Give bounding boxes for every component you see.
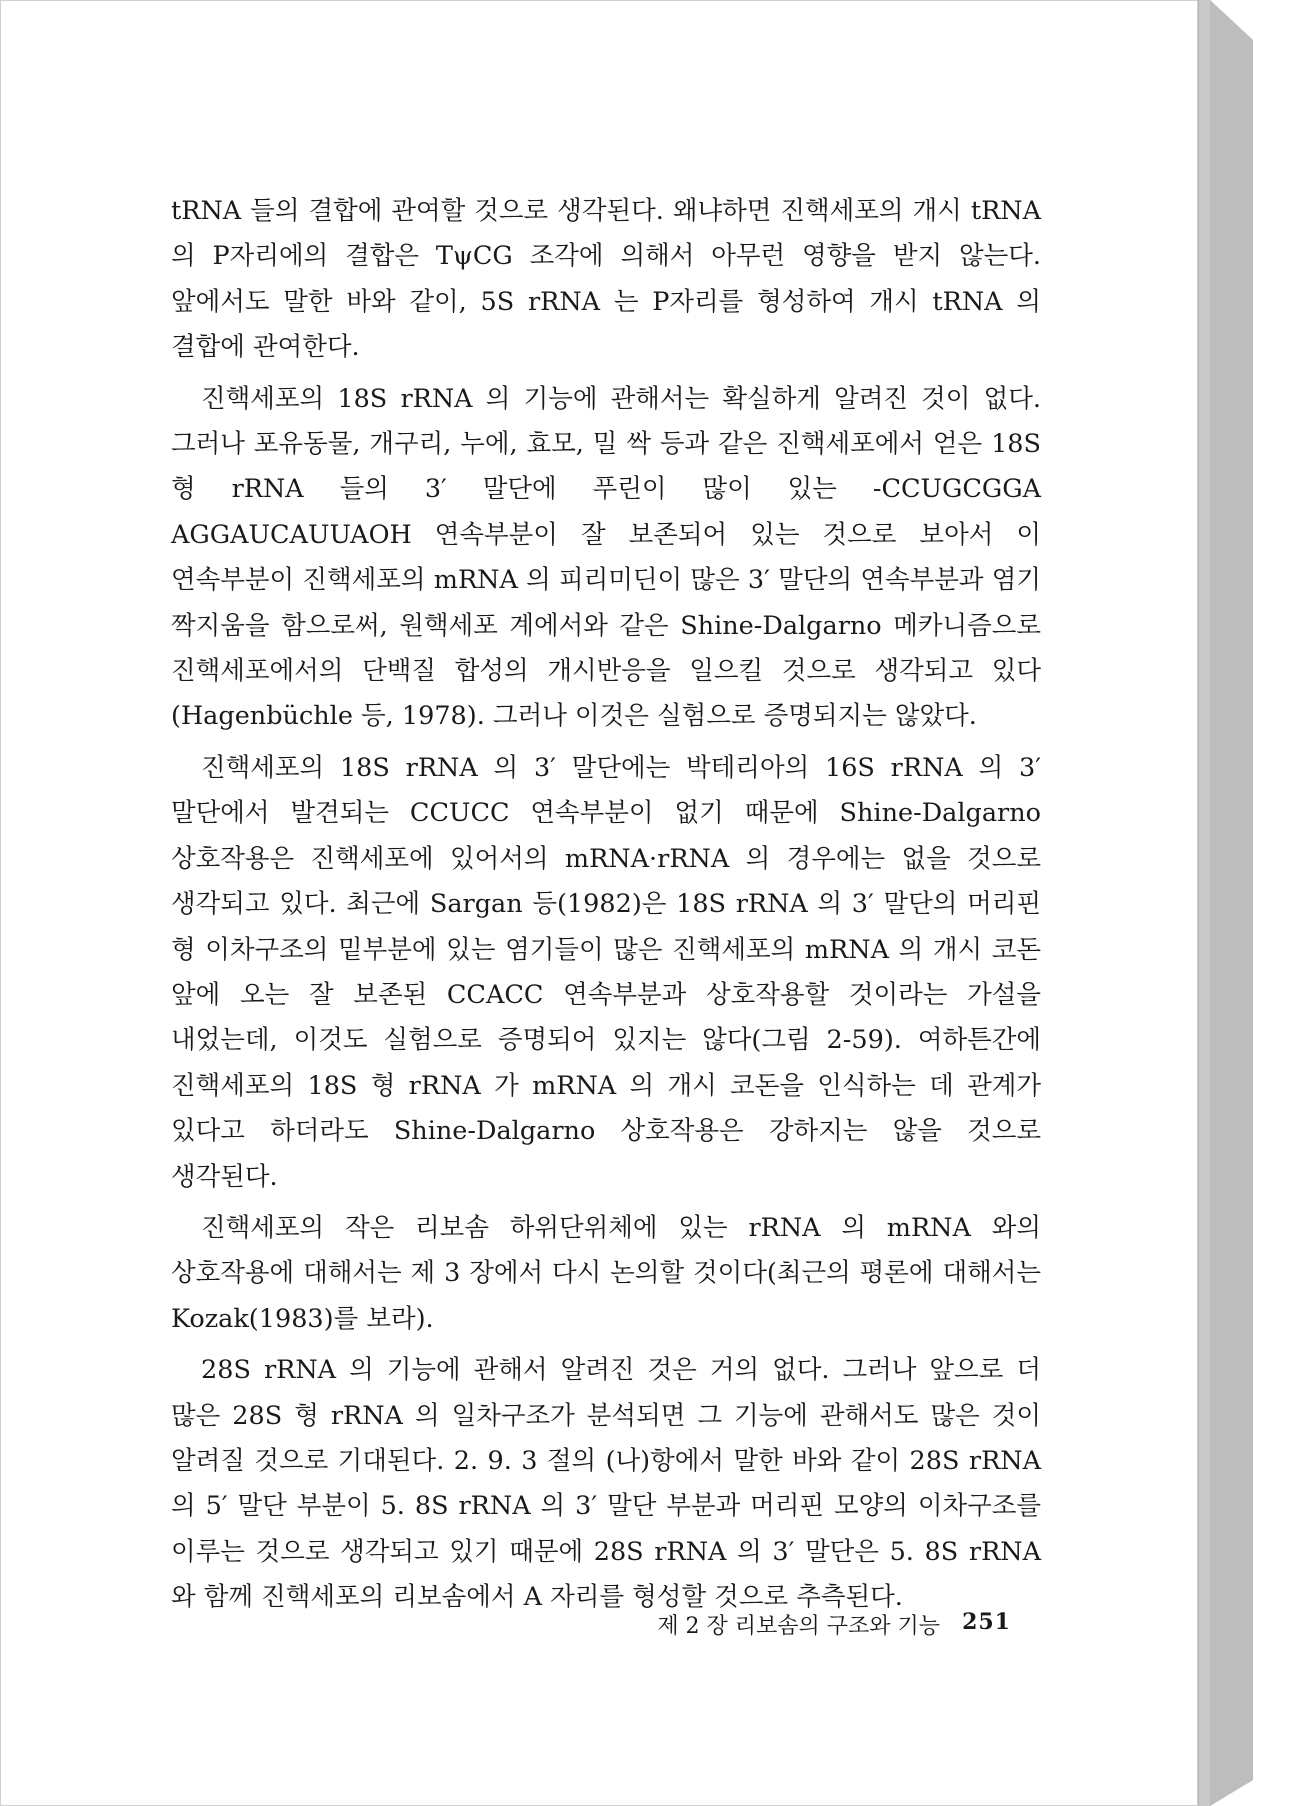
- book-edge: [1198, 0, 1258, 1806]
- paragraph-1: tRNA 들의 결합에 관여할 것으로 생각된다. 왜냐하면 진핵세포의 개시 tRNA 의 P자리에의 결합은 TψCG 조각에 의해서 아무런 영향을 받지 않는다. 앞에서도 말한 바와 같이, 5S rRNA 는 P자리를 형성하여 개시 tRNA 의 결합에 관여한다.: [171, 196, 1041, 363]
- chapter-title: 제 2 장 리보솜의 구조와 기능: [657, 1614, 941, 1639]
- paragraph-4: 진핵세포의 작은 리보솜 하위단위체에 있는 rRNA 의 mRNA 와의 상호작용에 대해서는 제 3 장에서 다시 논의할 것이다(최근의 평론에 대해서는 Kozak(1983)를 보라).: [171, 1212, 1041, 1334]
- page-footer: [631, 1609, 1011, 1640]
- paragraph-2: 진핵세포의 18S rRNA 의 기능에 관해서는 확실하게 알려진 것이 없다. 그러나 포유동물, 개구리, 누에, 효모, 밀 싹 등과 같은 진핵세포에서 얻은 18S 형 rRNA 들의 3′ 말단에 푸린이 많이 있는 -CCUGCGGA AGGAUCAUUAOH 연속부분이 잘 보존되어 있는 것으로 보아서 이 연속부분이 진핵세포의 mRNA 의 피리미딘이 많은 3′ 말단의 연속부분과 염기 짝지움을 함으로써, 원핵세포 계에서와 같은 Shine-Dalgarno 메카니즘으로 진핵세포에서의 단백질 합성의 개시반응을 일으킬 것으로 생각되고 있다(Hagenbüchle 등, 1978). 그러나 이것은 실험으로 증명되지는 않았다.: [171, 383, 1041, 732]
- page-number: 251: [962, 1609, 1011, 1635]
- paragraph-5: 28S rRNA 의 기능에 관해서 알려진 것은 거의 없다. 그러나 앞으로 더 많은 28S 형 rRNA 의 일차구조가 분석되면 그 기능에 관해서도 많은 것이 알려질 것으로 기대된다. 2. 9. 3 절의 (나)항에서 말한 바와 같이 28S rRNA 의 5′ 말단 부분이 5. 8S rRNA 의 3′ 말단 부분과 머리핀 모양의 이차구조를 이루는 것으로 생각되고 있기 때문에 28S rRNA 의 3′ 말단은 5. 8S rRNA 와 함께 진핵세포의 리보솜에서 A 자리를 형성할 것으로 추측된다.: [171, 1355, 1041, 1613]
- paragraph-3: 진핵세포의 18S rRNA 의 3′ 말단에는 박테리아의 16S rRNA 의 3′ 말단에서 발견되는 CCUCC 연속부분이 없기 때문에 Shine-Dalgarno 상호작용은 진핵세포에 있어서의 mRNA·rRNA 의 경우에는 없을 것으로 생각되고 있다. 최근에 Sargan 등(1982)은 18S rRNA 의 3′ 말단의 머리핀 형 이차구조의 밑부분에 있는 염기들이 많은 진핵세포의 mRNA 의 개시 코돈 앞에 오는 잘 보존된 CCACC 연속부분과 상호작용할 것이라는 가설을 내었는데, 이것도 실험으로 증명되어 있지는 않다(그림 2-59). 여하튼간에 진핵세포의 18S 형 rRNA 가 mRNA 의 개시 코돈을 인식하는 데 관계가 있다고 하더라도 Shine-Dalgarno 상호작용은 강하지는 않을 것으로 생각된다.: [171, 752, 1041, 1192]
- body-text: [171, 189, 1041, 1627]
